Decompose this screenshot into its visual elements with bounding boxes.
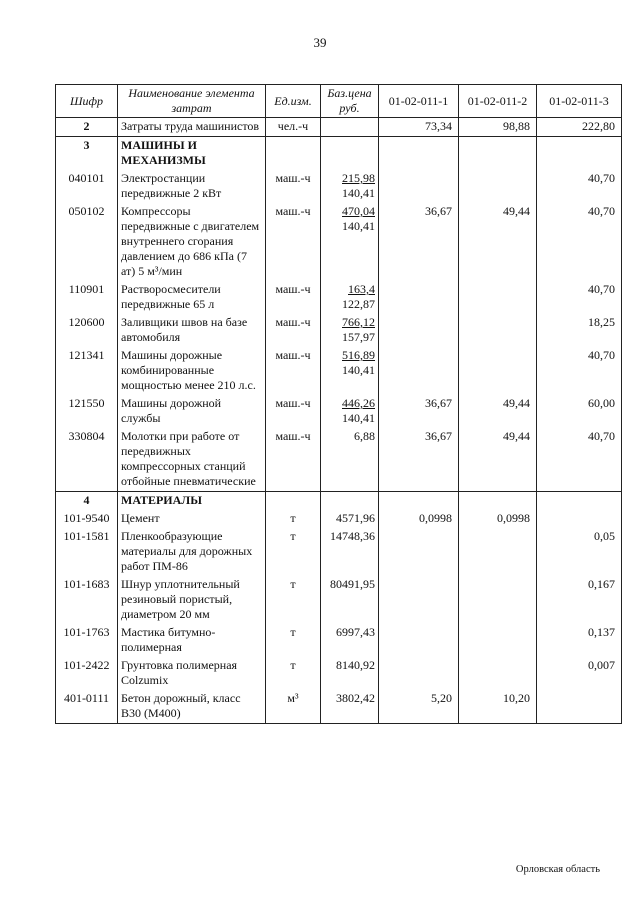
row-unit: т [266, 510, 321, 528]
row-name: Затраты труда машинистов [118, 118, 266, 137]
resource-table [55, 84, 622, 724]
table-row [56, 510, 622, 528]
row-col2 [459, 492, 537, 511]
row-unit [266, 492, 321, 511]
row-unit: т [266, 528, 321, 576]
table-row [56, 395, 622, 428]
header-col3: 01-02-011-3 [537, 85, 622, 118]
row-price-base: 516,89 [342, 348, 375, 362]
row-unit: маш.-ч [266, 281, 321, 314]
table-row [56, 118, 622, 137]
row-name: Мастика битумно-полимерная [118, 624, 266, 657]
row-unit: маш.-ч [266, 314, 321, 347]
row-code: 050102 [56, 203, 118, 281]
row-unit: маш.-ч [266, 347, 321, 395]
table-header-row [56, 85, 622, 118]
row-col2: 0,0998 [459, 510, 537, 528]
row-name: Бетон дорожный, класс В30 (М400) [118, 690, 266, 724]
row-col2 [459, 624, 537, 657]
row-price-base: 470,04 [342, 204, 375, 218]
row-unit: чел.-ч [266, 118, 321, 137]
row-price: 8140,92 [321, 657, 379, 690]
row-col1 [379, 576, 459, 624]
row-col1: 36,67 [379, 395, 459, 428]
table-row [56, 347, 622, 395]
row-price [321, 203, 379, 281]
row-col1 [379, 657, 459, 690]
row-col1 [379, 170, 459, 203]
header-col2: 01-02-011-2 [459, 85, 537, 118]
table-row [56, 281, 622, 314]
row-col1 [379, 492, 459, 511]
row-col2: 98,88 [459, 118, 537, 137]
row-col3: 40,70 [537, 428, 622, 492]
row-price-base: 163,4 [348, 282, 375, 296]
row-code: 040101 [56, 170, 118, 203]
row-unit: м³ [266, 690, 321, 724]
row-unit: маш.-ч [266, 428, 321, 492]
row-col3: 18,25 [537, 314, 622, 347]
row-col3 [537, 137, 622, 171]
table-row [56, 492, 622, 511]
row-code: 121550 [56, 395, 118, 428]
row-price [321, 314, 379, 347]
row-code: 120600 [56, 314, 118, 347]
row-price: 4571,96 [321, 510, 379, 528]
row-code: 101-1581 [56, 528, 118, 576]
row-col3 [537, 690, 622, 724]
row-price [321, 395, 379, 428]
row-col3 [537, 492, 622, 511]
row-col3 [537, 510, 622, 528]
row-price: 6,88 [321, 428, 379, 492]
row-col2: 49,44 [459, 428, 537, 492]
row-col1: 36,67 [379, 203, 459, 281]
row-code: 4 [56, 492, 118, 511]
header-col1: 01-02-011-1 [379, 85, 459, 118]
table-row [56, 576, 622, 624]
table-row [56, 203, 622, 281]
table-row [56, 624, 622, 657]
row-col2 [459, 314, 537, 347]
row-col2 [459, 576, 537, 624]
row-code: 121341 [56, 347, 118, 395]
row-col2 [459, 281, 537, 314]
row-name: Цемент [118, 510, 266, 528]
row-col1 [379, 347, 459, 395]
row-price [321, 347, 379, 395]
row-col1 [379, 528, 459, 576]
row-price: 80491,95 [321, 576, 379, 624]
row-name: Грунтовка полимерная Colzumix [118, 657, 266, 690]
row-col3: 40,70 [537, 170, 622, 203]
row-code: 101-2422 [56, 657, 118, 690]
row-col3: 0,05 [537, 528, 622, 576]
row-col2 [459, 528, 537, 576]
table-row [56, 137, 622, 171]
row-col2: 10,20 [459, 690, 537, 724]
row-code: 110901 [56, 281, 118, 314]
row-unit: маш.-ч [266, 170, 321, 203]
row-code: 101-1763 [56, 624, 118, 657]
row-col2 [459, 347, 537, 395]
row-code: 2 [56, 118, 118, 137]
row-col2 [459, 657, 537, 690]
row-unit [266, 137, 321, 171]
row-code: 3 [56, 137, 118, 171]
header-price: Баз.цена руб. [321, 85, 379, 118]
row-name: МАТЕРИАЛЫ [118, 492, 266, 511]
row-col1: 36,67 [379, 428, 459, 492]
row-name: Пленкообразующие материалы для дорожных работ ПМ-86 [118, 528, 266, 576]
row-col1: 5,20 [379, 690, 459, 724]
row-col2 [459, 137, 537, 171]
row-col3: 0,137 [537, 624, 622, 657]
table-row [56, 690, 622, 724]
table-row [56, 528, 622, 576]
row-name: Растворосмесители передвижные 65 л [118, 281, 266, 314]
row-price [321, 492, 379, 511]
table-row [56, 314, 622, 347]
row-price: 3802,42 [321, 690, 379, 724]
row-unit: т [266, 576, 321, 624]
row-col3: 40,70 [537, 281, 622, 314]
row-code: 101-9540 [56, 510, 118, 528]
row-name: Машины дорожной службы [118, 395, 266, 428]
row-name: МАШИНЫ И МЕХАНИЗМЫ [118, 137, 266, 171]
row-col1 [379, 314, 459, 347]
row-col1 [379, 624, 459, 657]
row-price [321, 170, 379, 203]
row-unit: маш.-ч [266, 203, 321, 281]
row-name: Молотки при работе от передвижных компрессорных станций отбойные пневматические [118, 428, 266, 492]
row-unit: т [266, 624, 321, 657]
row-col3: 40,70 [537, 203, 622, 281]
row-price-wage: 122,87 [342, 297, 375, 311]
row-col3: 0,167 [537, 576, 622, 624]
row-name: Заливщики швов на базе автомобиля [118, 314, 266, 347]
row-price-wage: 140,41 [342, 186, 375, 200]
row-code: 330804 [56, 428, 118, 492]
row-col3: 40,70 [537, 347, 622, 395]
row-price-base: 446,26 [342, 396, 375, 410]
header-code: Шифр [56, 85, 118, 118]
row-unit: маш.-ч [266, 395, 321, 428]
row-price-base: 766,12 [342, 315, 375, 329]
row-price-wage: 140,41 [342, 219, 375, 233]
row-price-wage: 140,41 [342, 411, 375, 425]
table-row [56, 170, 622, 203]
row-col1 [379, 281, 459, 314]
row-col3: 222,80 [537, 118, 622, 137]
row-col1: 0,0998 [379, 510, 459, 528]
row-code: 401-0111 [56, 690, 118, 724]
row-price: 6997,43 [321, 624, 379, 657]
row-price-wage: 140,41 [342, 363, 375, 377]
page-number: 39 [313, 35, 327, 50]
row-col3: 60,00 [537, 395, 622, 428]
row-price [321, 118, 379, 137]
row-col1: 73,34 [379, 118, 459, 137]
table-row [56, 657, 622, 690]
row-price-base: 215,98 [342, 171, 375, 185]
row-price [321, 281, 379, 314]
header-unit: Ед.изм. [266, 85, 321, 118]
row-col3: 0,007 [537, 657, 622, 690]
table-row [56, 428, 622, 492]
row-col2: 49,44 [459, 395, 537, 428]
header-name: Наименование элемента затрат [118, 85, 266, 118]
row-price: 14748,36 [321, 528, 379, 576]
row-name: Компрессоры передвижные с двигателем внутреннего сгорания давлением до 686 кПа (7 ат) 5 м³/мин [118, 203, 266, 281]
row-code: 101-1683 [56, 576, 118, 624]
row-price [321, 137, 379, 171]
footer-region: Орловская область [515, 864, 600, 875]
row-name: Шнур уплотнительный резиновый пористый, диаметром 20 мм [118, 576, 266, 624]
row-unit: т [266, 657, 321, 690]
row-col1 [379, 137, 459, 171]
row-price-wage: 157,97 [342, 330, 375, 344]
row-col2: 49,44 [459, 203, 537, 281]
row-name: Машины дорожные комбинированные мощностью менее 210 л.с. [118, 347, 266, 395]
row-col2 [459, 170, 537, 203]
row-name: Электростанции передвижные 2 кВт [118, 170, 266, 203]
